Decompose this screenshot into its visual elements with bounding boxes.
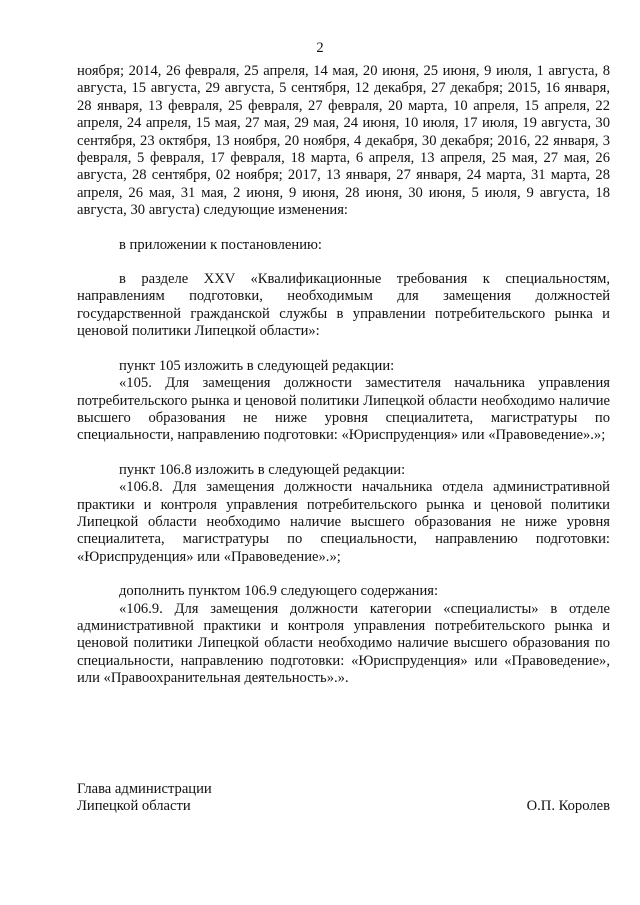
item-106-8-intro: пункт 106.8 изложить в следующей редакции: [119,461,406,478]
signature-title-line-2: Липецкой области [77,798,191,815]
item-106-8-text: «106.8. Для замещения должности начальника отдела административной практики и контроля управления потребительского рынка и ценовой политики Липецкой области необходимо наличие высшего образования не ниже уровня специалитета, магистратуры по специальности, направлению подготовки: «Юриспруденция» или «Правоведение».»; [77,479,610,565]
document-body [77,63,610,688]
signature-title-line-1: Глава администрации [77,781,212,797]
signatory-name: О.П. Королев [526,798,610,815]
signature-block [77,781,610,816]
item-105-intro: пункт 105 изложить в следующей редакции: [119,357,395,374]
section-paragraph: в разделе XXV «Квалификационные требования к специальностям, направлениям подготовки, необходимым для замещения должностей государственной гражданской службы в управлении потребительского рынка и ценовой политики Липецкой области»: [77,271,610,340]
page-number: 2 [316,40,324,56]
item-105-text: «105. Для замещения должности заместителя начальника управления потребительского рынка и ценовой политики Липецкой области необходимо наличие высшего образования не ниже уровня специалитета, магистратуры по специальности, направлению подготовки: «Юриспруденция» или «Правоведение».»; [77,375,610,444]
item-106-9-text: «106.9. Для замещения должности категории «специалисты» в отделе административной практики и контроля управления потребительского рынка и ценовой политики Липецкой области необходимо наличие высшего образования по специальности, направлению подготовки: «Юриспруденция» или «Правоведение», или «Правоохранительная деятельность».». [77,600,610,687]
annex-line: в приложении к постановлению: [119,236,322,253]
opening-paragraph: ноября; 2014, 26 февраля, 25 апреля, 14 мая, 20 июня, 25 июня, 9 июля, 1 августа, 8 августа, 15 августа, 29 августа, 5 сентября, 12 декабря, 27 декабря; 2015, 16 января, 28 января, 13 февраля, 25 февраля, 27 февраля, 20 марта, 10 апреля, 15 апреля, 22 апреля, 24 апреля, 15 мая, 27 мая, 29 мая, 24 июня, 10 июля, 17 июля, 19 августа, 30 сентября, 23 октября, 13 ноября, 20 ноября, 4 декабря, 30 декабря; 2016, 22 января, 3 февраля, 5 февраля, 17 февраля, 18 марта, 6 апреля, 13 апреля, 25 мая, 27 мая, 26 августа, 28 сентября, 02 ноября; 2017, 13 января, 27 января, 24 марта, 31 марта, 28 апреля, 26 мая, 31 мая, 2 июня, 9 июня, 28 июня, 30 июня, 5 июля, 9 августа, 18 августа, 30 августа) следующие изменения: [77,63,610,219]
signature-line [77,798,610,815]
item-106-9-intro: дополнить пунктом 106.9 следующего содержания: [119,583,439,600]
